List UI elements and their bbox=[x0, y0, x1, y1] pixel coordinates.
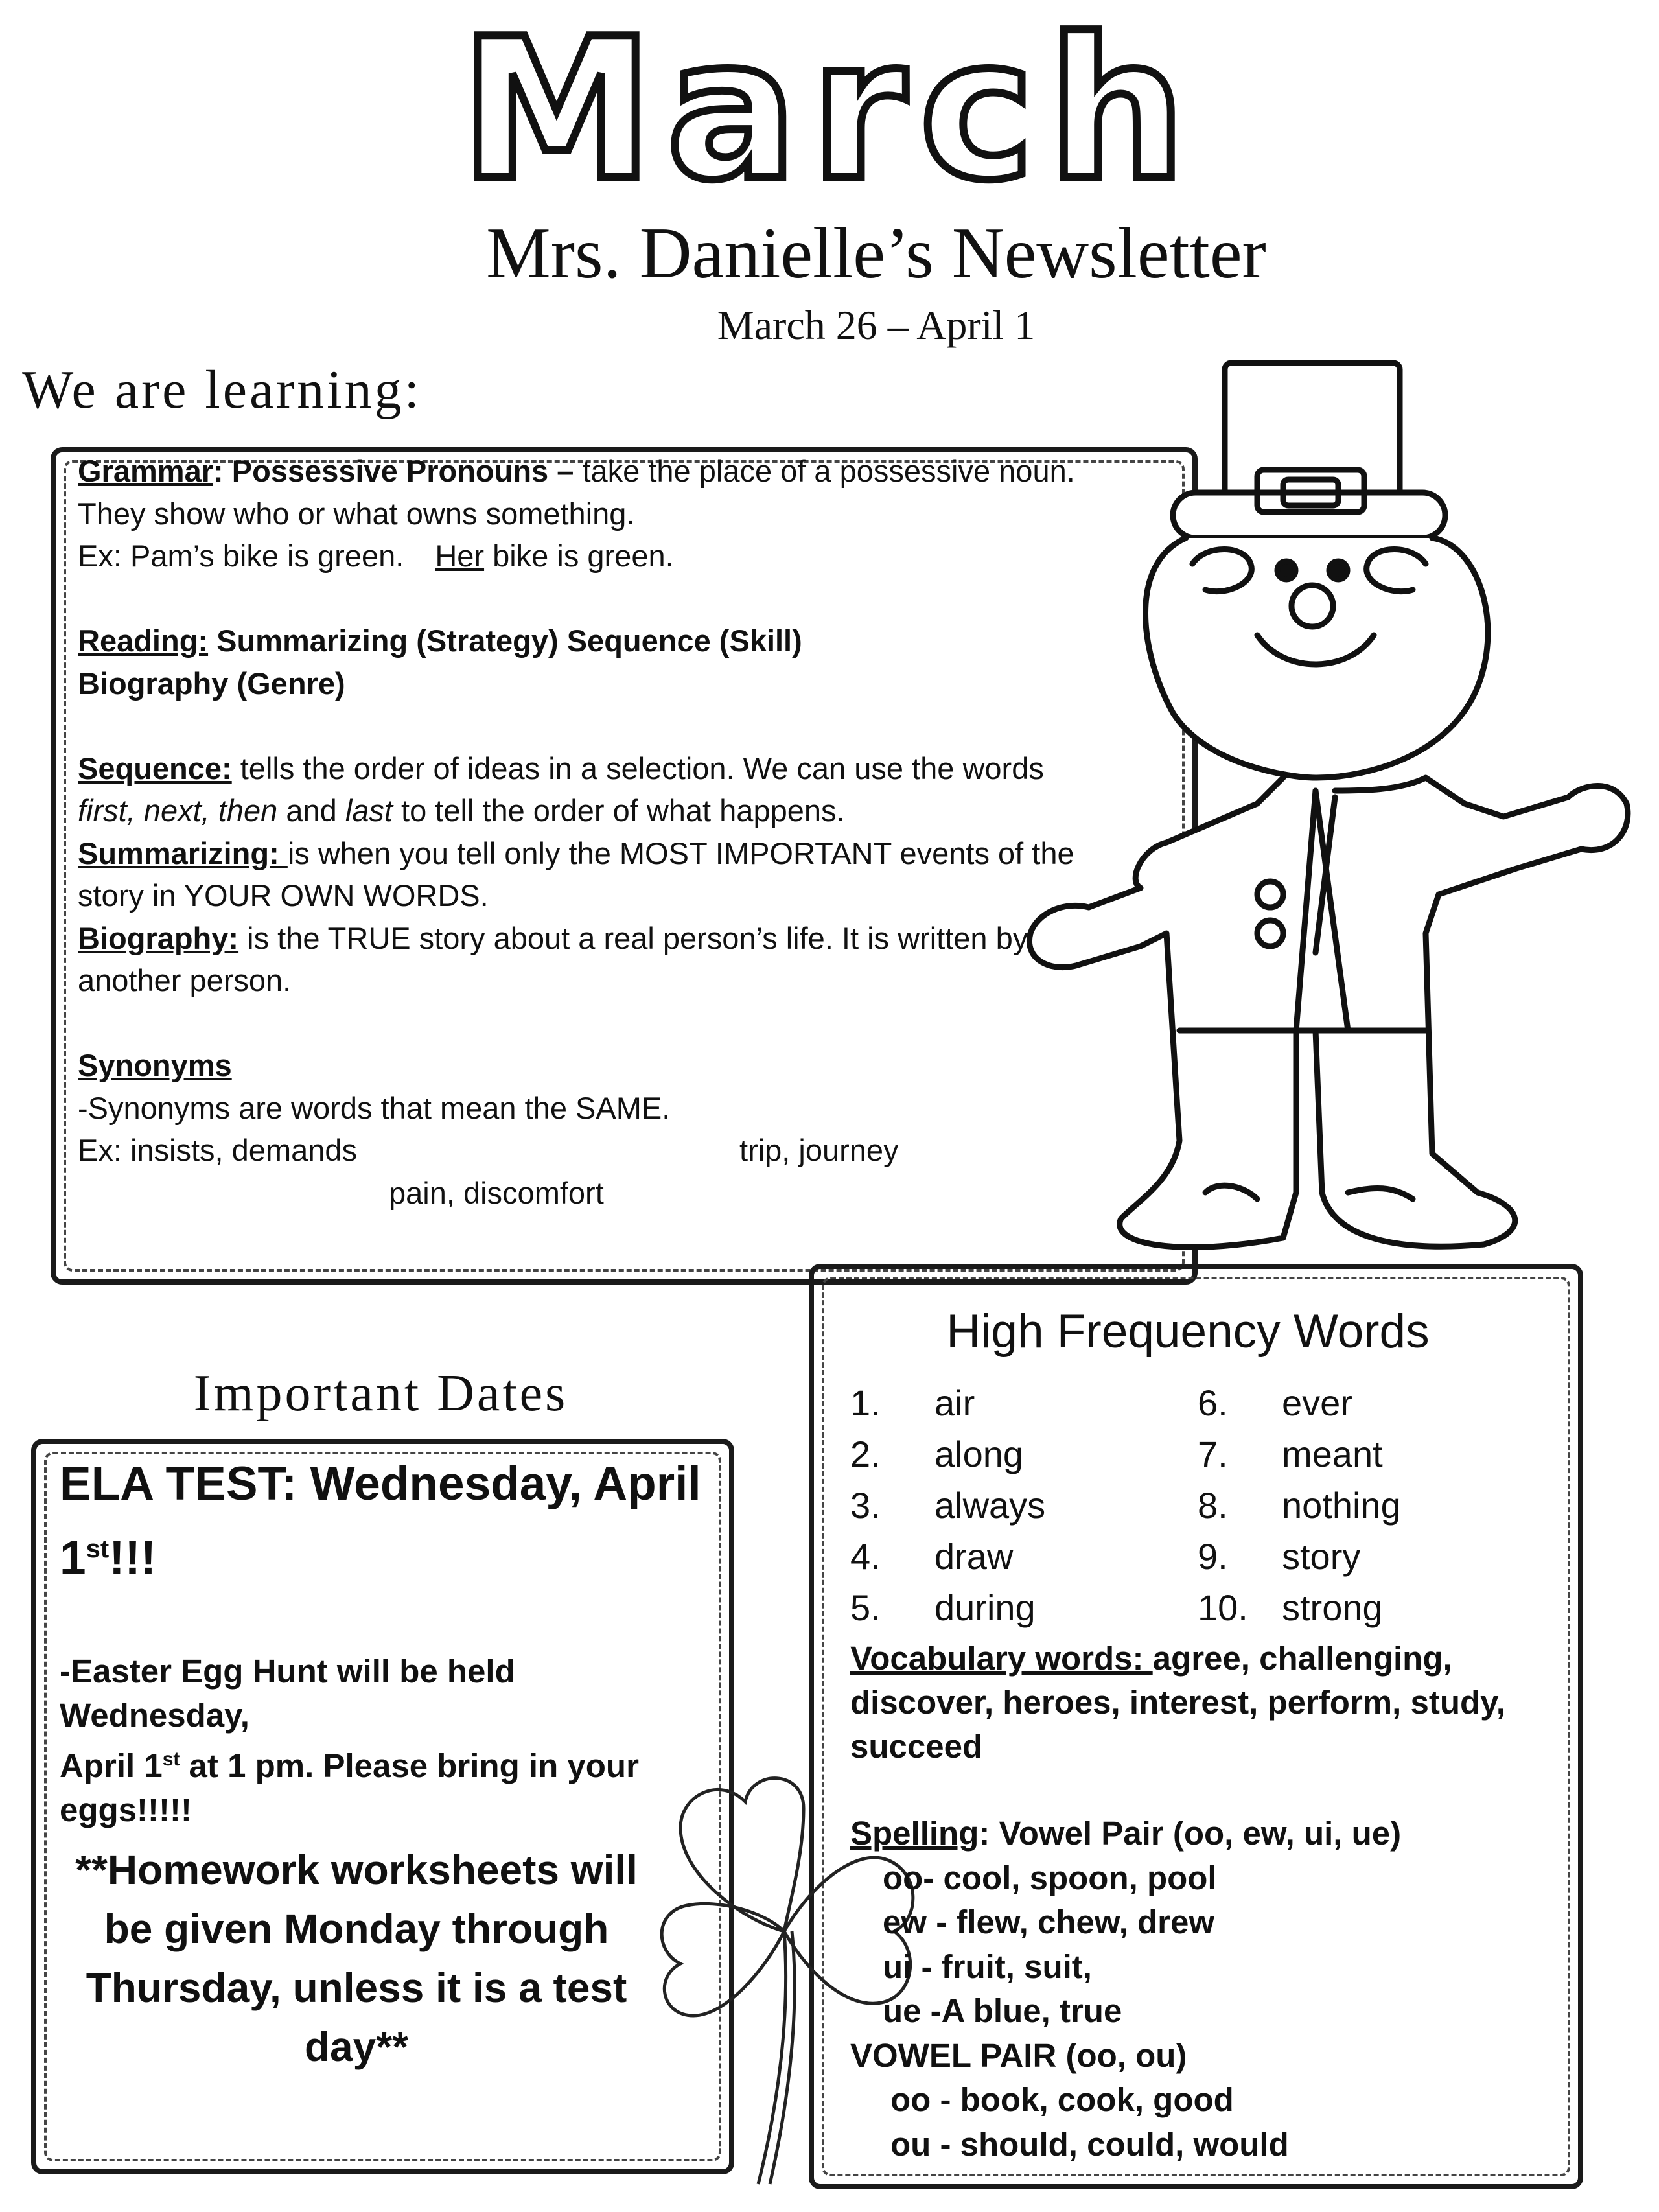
grammar-definition: take the place of a possessive noun. bbox=[574, 454, 1075, 488]
easter-line1: -Easter Egg Hunt will be held Wednesday, bbox=[60, 1653, 515, 1734]
grammar-line2: They show who or what owns something. bbox=[78, 496, 635, 531]
sequence-label: Sequence: bbox=[78, 751, 232, 786]
sequence-last: last bbox=[345, 793, 393, 828]
grammar-line bbox=[78, 450, 1147, 493]
hfw-word: air bbox=[934, 1382, 975, 1423]
spelling-oo2: oo - book, cook, good bbox=[890, 2081, 1234, 2118]
hfw-word: story bbox=[1282, 1536, 1361, 1577]
biography-line bbox=[78, 917, 1147, 960]
summarizing-label: Summarizing: bbox=[78, 835, 288, 870]
ela-test-day: 1 bbox=[60, 1531, 86, 1585]
hfw-heading: High Frequency Words bbox=[946, 1305, 1430, 1358]
reading-label: Reading: bbox=[78, 623, 209, 658]
synonyms-example-a: Ex: insists, demands bbox=[78, 1133, 358, 1167]
sequence-and: and bbox=[277, 793, 345, 828]
ela-test-notice bbox=[60, 1452, 708, 1590]
biography-text: is the TRUE story about a real person’s life. It is written by bbox=[238, 920, 1028, 955]
summarizing-line2: story in YOUR OWN WORDS. bbox=[78, 878, 489, 913]
vocab-words-1: agree, challenging, bbox=[1152, 1640, 1452, 1677]
sequence-line bbox=[78, 747, 1147, 790]
spelling-title-text: : Vowel Pair (oo, ew, ui, ue) bbox=[979, 1815, 1402, 1852]
reading-line2: Biography (Genre) bbox=[78, 666, 345, 701]
spelling-ue: ue -A blue, true bbox=[883, 1992, 1122, 2029]
learning-content bbox=[78, 450, 1147, 1214]
easter-date-sup: st bbox=[162, 1749, 180, 1770]
hfw-word: always bbox=[934, 1485, 1046, 1526]
hfw-word: draw bbox=[934, 1536, 1014, 1577]
reading-line bbox=[78, 620, 1147, 662]
synonyms-example-b: trip, journey bbox=[739, 1133, 899, 1167]
biography-line2: another person. bbox=[78, 963, 292, 997]
hfw-word: strong bbox=[1282, 1587, 1383, 1628]
ela-test-line1: ELA TEST: Wednesday, April bbox=[60, 1458, 701, 1510]
vocab-line2: discover, heroes, interest, perform, study, bbox=[850, 1684, 1505, 1721]
easter-line3: eggs!!!!! bbox=[60, 1791, 192, 1828]
homework-notice: **Homework worksheets will be given Monday through Thursday, unless it is a test day** bbox=[75, 1846, 638, 2070]
vocab-line3: succeed bbox=[850, 1728, 983, 1765]
spelling-ew: ew - flew, chew, drew bbox=[883, 1903, 1215, 1940]
month-title: March bbox=[459, 0, 1200, 223]
spelling-title bbox=[850, 1811, 1537, 1856]
hfw-num: 8. bbox=[1198, 1485, 1228, 1526]
grammar-topic: Possessive Pronouns – bbox=[223, 454, 574, 488]
hfw-word: along bbox=[934, 1434, 1024, 1474]
hfw-word: during bbox=[934, 1587, 1036, 1628]
summarizing-line bbox=[78, 832, 1147, 875]
hfw-num: 3. bbox=[850, 1485, 881, 1526]
hfw-num: 6. bbox=[1198, 1382, 1228, 1423]
synonyms-definition: -Synonyms are words that mean the SAME. bbox=[78, 1090, 671, 1125]
spelling-ui: ui - fruit, suit, bbox=[883, 1948, 1092, 1985]
synonyms-label: Synonyms bbox=[78, 1048, 232, 1082]
hfw-word: ever bbox=[1282, 1382, 1352, 1423]
hfw-word: meant bbox=[1282, 1434, 1383, 1474]
dates-heading: Important Dates bbox=[193, 1365, 568, 1422]
hfw-num: 9. bbox=[1198, 1536, 1228, 1577]
hfw-num: 7. bbox=[1198, 1434, 1228, 1474]
synonyms-example-2: pain, discomfort bbox=[389, 1175, 604, 1210]
reading-text: Summarizing (Strategy) Sequence (Skill) bbox=[208, 623, 802, 658]
grammar-example-a: Ex: Pam’s bike is green. bbox=[78, 539, 404, 573]
synonyms-heading bbox=[78, 1044, 1147, 1087]
sequence-line2 bbox=[78, 789, 1147, 832]
spelling-title2: VOWEL PAIR (oo, ou) bbox=[850, 2036, 1187, 2074]
grammar-example bbox=[78, 535, 1147, 577]
vocab-line1 bbox=[850, 1636, 1537, 1681]
sequence-text: tells the order of ideas in a selection. We can use the words bbox=[231, 751, 1044, 786]
grammar-colon: : bbox=[213, 454, 224, 488]
biography-label: Biography: bbox=[78, 920, 239, 955]
hfw-word: nothing bbox=[1282, 1485, 1401, 1526]
ela-test-sup: st bbox=[86, 1535, 110, 1563]
newsletter-title: Mrs. Danielle’s Newsletter bbox=[486, 213, 1266, 294]
spelling-words bbox=[850, 1811, 1537, 2167]
spelling-ou: ou - should, could, would bbox=[890, 2125, 1289, 2163]
spelling-label: Spelling bbox=[850, 1815, 979, 1852]
easter-line2 bbox=[60, 1738, 708, 1788]
summarizing-text: is when you tell only the MOST IMPORTANT events of the bbox=[287, 835, 1074, 870]
hfw-num: 10. bbox=[1198, 1587, 1248, 1628]
hfw-num: 2. bbox=[850, 1434, 881, 1474]
hfw-num: 4. bbox=[850, 1536, 881, 1577]
learning-heading: We are learning: bbox=[22, 360, 422, 420]
hfw-num: 1. bbox=[850, 1382, 881, 1423]
date-range: March 26 – April 1 bbox=[717, 302, 1036, 348]
hfw-num: 5. bbox=[850, 1587, 881, 1628]
easter-egg-hunt-notice bbox=[60, 1649, 708, 1832]
ela-test-line2 bbox=[60, 1517, 708, 1590]
grammar-example-her: Her bbox=[435, 539, 485, 573]
ela-test-end: !!! bbox=[109, 1531, 157, 1585]
synonyms-example bbox=[78, 1129, 1147, 1172]
vocab-label: Vocabulary words: bbox=[850, 1640, 1153, 1677]
easter-time: at 1 pm. Please bring in your bbox=[180, 1747, 639, 1784]
sequence-words: first, next, then bbox=[78, 793, 278, 828]
grammar-label: Grammar bbox=[78, 454, 213, 488]
sequence-end: to tell the order of what happens. bbox=[392, 793, 845, 828]
spelling-oo: oo- cool, spoon, pool bbox=[883, 1859, 1217, 1896]
easter-date: April 1 bbox=[60, 1747, 163, 1784]
vocabulary-words bbox=[850, 1636, 1537, 1769]
grammar-example-b: bike is green. bbox=[484, 539, 674, 573]
